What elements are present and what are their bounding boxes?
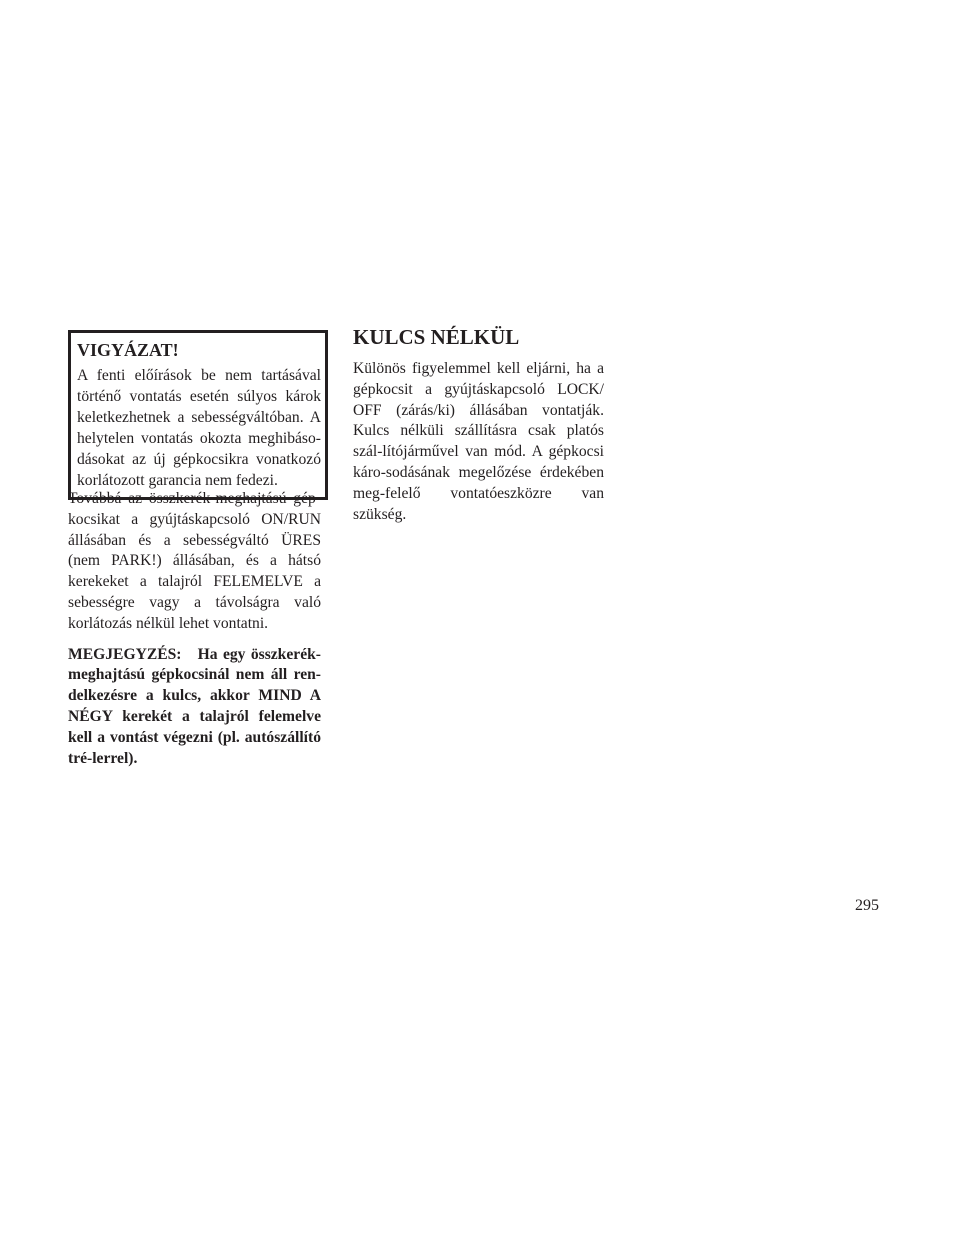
note-text: Ha egy összkerék-meghajtású gépkocsinál nem áll ren-delkezésre a kulcs, akkor MIND A NÉGY kerekét a talajról felemelve kell a vontást végezni (pl. autószállító tré-lerrel).: [68, 645, 321, 767]
section-heading: KULCS NÉLKÜL: [353, 325, 520, 349]
warning-text: A fenti előírások be nem tartásával történő vontatás esetén súlyos károk keletkezhetnek a sebességváltóban. A helytelen vontatás okozta meghibáso-dásokat az új gépkocsikra vonatkozó korlátozott garancia nem fedezi.: [77, 367, 321, 489]
keyless-paragraph: Különös figyelemmel kell eljárni, ha a gépkocsit a gyújtáskapcsoló LOCK/ OFF (zárás/ki) állásában vontatják. Kulcs nélküli szállításra csak platós szál-lítójárművel van mód. A gépkocsi káro-sodásának megelőzése érdekében meg-felelő vontatóeszközre van szükség.: [353, 360, 604, 523]
page-number: 295: [855, 897, 879, 914]
warning-title: VIGYÁZAT!: [77, 340, 179, 360]
left-column: [68, 489, 321, 769]
note-label: MEGJEGYZÉS:: [68, 645, 182, 663]
right-column: [353, 322, 604, 535]
towing-paragraph: Továbbá az összkerék-meghajtású gép-kocsikat a gyújtáskapcsoló ON/RUN állásában és a sebességváltó ÜRES (nem PARK!) állásában, és a hátsó kerekeket a talajról FELEMELVE a sebességre vagy a távolságra való korlátozás nélkül lehet vontatni.: [68, 490, 321, 632]
note-paragraph: [68, 645, 321, 770]
warning-box: [68, 330, 328, 500]
